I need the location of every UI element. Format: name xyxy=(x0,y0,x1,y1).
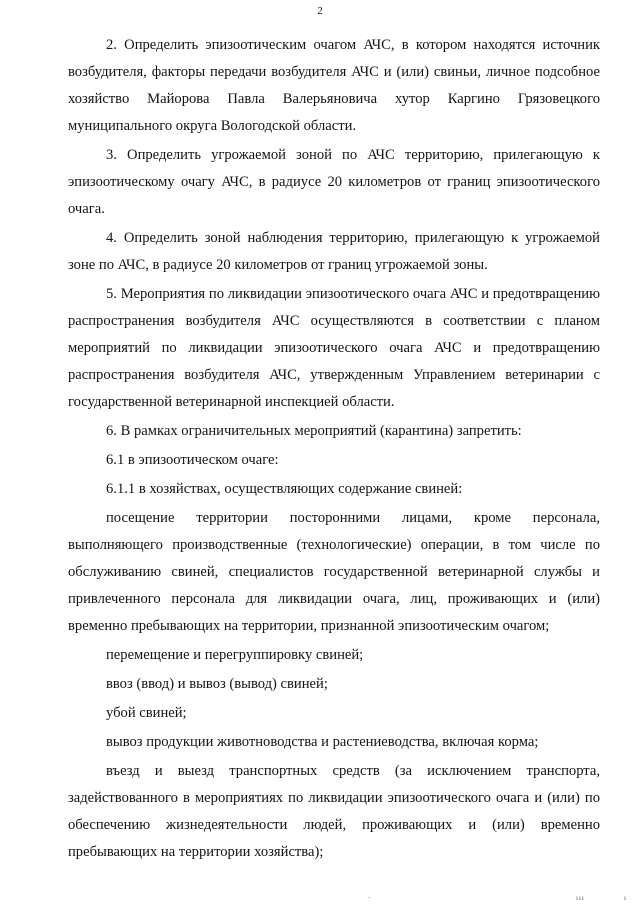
list-item-regrouping-ban: перемещение и перегруппировку свиней; xyxy=(106,647,364,663)
list-item-import-export-ban: ввоз (ввод) и вывоз (вывод) свиней; xyxy=(106,676,328,692)
list-item-visit-ban: посещение территории посторонними лицами, кроме персонала, выполняющего производственные (технологические) операции, в том числе по обслуживанию свиней, специалистов государственной ветеринарной службы и привлеченного персонала для ликвидации очага, лиц, проживающих и (или) временно пребывающих на территории, признанной эпизоотическим очагом; xyxy=(68,510,600,634)
paragraph-2: 2. Определить эпизоотическим очагом АЧС, в котором находятся источник возбудителя, факторы передачи возбудителя АЧС и (или) свиньи, личное подсобное хозяйство Майорова Павла Валерьяновича хутор Каргино Грязовецкого муниципального округа Вологодской области. xyxy=(68,37,600,134)
paragraph-4: 4. Определить зоной наблюдения территорию, прилегающую к угрожаемой зоне по АЧС, в радиусе 20 километров от границ угрожаемой зоны. xyxy=(68,230,600,273)
page-number: 2 xyxy=(317,5,323,17)
paragraph-6-1-1: 6.1.1 в хозяйствах, осуществляющих содержание свиней: xyxy=(106,481,463,497)
list-item-products-ban: вывоз продукции животноводства и растениеводства, включая корма; xyxy=(106,734,539,750)
scan-artifact: · xyxy=(368,894,372,902)
document-body xyxy=(68,32,600,866)
scan-artifact: ı xyxy=(624,894,627,902)
paragraph-5: 5. Мероприятия по ликвидации эпизоотического очага АЧС и предотвращению распространения возбудителя АЧС осуществляются в соответствии с планом мероприятий по ликвидации эпизоотического очага АЧС и предотвращению распространения возбудителя АЧС, утвержденным Управлением ветеринарии с государственной ветеринарной инспекцией области. xyxy=(68,286,600,410)
paragraph-6-1: 6.1 в эпизоотическом очаге: xyxy=(106,452,279,468)
scan-artifact: ııı xyxy=(576,894,585,902)
paragraph-3: 3. Определить угрожаемой зоной по АЧС территорию, прилегающую к эпизоотическому очагу АЧС, в радиусе 20 километров от границ эпизоотического очага. xyxy=(68,147,600,217)
list-item-slaughter-ban: убой свиней; xyxy=(106,705,187,721)
list-item-vehicles-ban: въезд и выезд транспортных средств (за исключением транспорта, задействованного в мероприятиях по ликвидации эпизоотического очага и (или) по обеспечению жизнедеятельности людей, проживающих и (или) временно пребывающих на территории хозяйства); xyxy=(68,763,600,860)
paragraph-6: 6. В рамках ограничительных мероприятий (карантина) запретить: xyxy=(106,423,522,439)
